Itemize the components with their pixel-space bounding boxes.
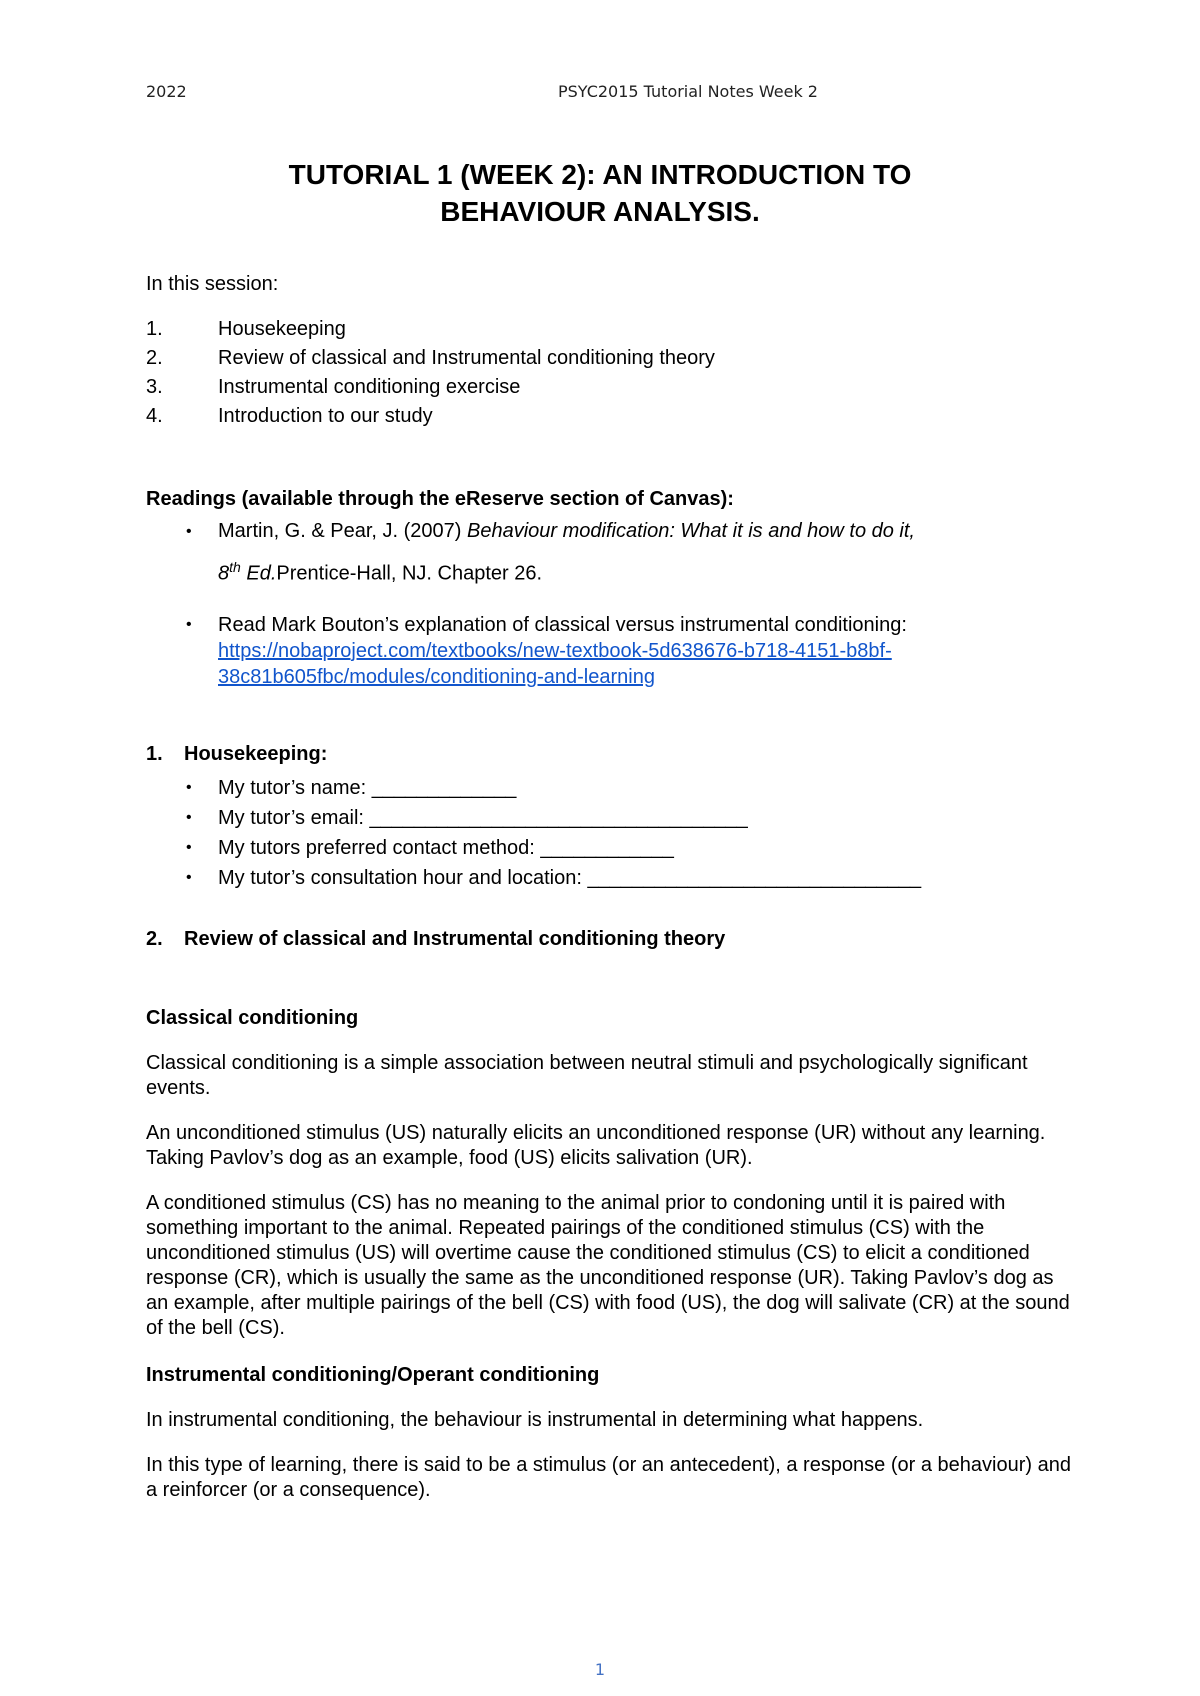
section-heading-text: Review of classical and Instrumental conditioning theory: [184, 927, 726, 950]
session-agenda-list: [146, 315, 1076, 431]
instrumental-paragraph-2: In this type of learning, there is said to be a stimulus (or an antecedent), a response (or a behaviour) and a reinforcer (or a consequence).: [146, 1453, 1071, 1501]
bullet-icon: •: [186, 615, 192, 633]
classical-paragraph-2: An unconditioned stimulus (US) naturally elicits an unconditioned response (UR) without any learning. Taking Pavlov’s dog as an example, food (US) elicits salivation (UR).: [146, 1121, 1046, 1169]
agenda-item-text: Instrumental conditioning exercise: [218, 376, 521, 398]
reading-publisher: Prentice-Hall, NJ. Chapter 26.: [276, 562, 543, 585]
agenda-item: [146, 402, 1076, 431]
classical-paragraph-1: Classical conditioning is a simple association between neutral stimuli and psychologically significant events.: [146, 1051, 1028, 1099]
bullet-icon: •: [186, 838, 192, 856]
session-intro: In this session:: [146, 273, 279, 295]
agenda-item: [146, 344, 1076, 373]
agenda-item-text: Review of classical and Instrumental conditioning theory: [218, 347, 715, 369]
review-heading: [146, 927, 1076, 952]
agenda-item-text: Introduction to our study: [218, 405, 433, 427]
bullet-icon: •: [186, 523, 192, 540]
housekeeping-item-text: My tutor’s email: __________________________________: [218, 806, 748, 829]
link-line-2[interactable]: 38c81b605fbc/modules/conditioning-and-learning: [218, 665, 655, 688]
title-line-2: BEHAVIOUR ANALYSIS.: [440, 196, 760, 227]
agenda-item: [146, 315, 1076, 344]
agenda-item: [146, 373, 1076, 402]
housekeeping-heading: [146, 742, 1076, 767]
housekeeping-item-tutor-email: [146, 803, 1076, 833]
document-body: [146, 272, 1076, 1503]
agenda-item-number: 3.: [146, 376, 163, 398]
reading-item-martin-pear: [146, 518, 1076, 588]
agenda-item-text: Housekeeping: [218, 318, 346, 340]
readings-heading: Readings (available through the eReserve section of Canvas):: [146, 488, 734, 510]
housekeeping-list: [146, 773, 1076, 893]
page-number: 1: [594, 1660, 606, 1679]
housekeeping-item-consultation: [146, 863, 1076, 893]
header-year: 2022: [146, 82, 187, 101]
housekeeping-item-text: My tutor’s name: _____________: [218, 776, 517, 799]
reading-edition-number: 8: [218, 562, 230, 585]
readings-list: [146, 518, 1076, 690]
reading-edition-line: [218, 554, 1076, 588]
bullet-icon: •: [186, 778, 192, 796]
reading-bouton-text: Read Mark Bouton’s explanation of classical versus instrumental conditioning:: [218, 613, 907, 636]
classical-paragraph-3: A conditioned stimulus (CS) has no meaning to the animal prior to condoning until it is paired with something important to the animal. Repeated pairings of the conditioned stimulus (CS) with the unconditioned stimulus (US) will overtime cause the conditioned stimulus (CS) to elicit a conditioned response (CR), which is usually the same as the unconditioned response (UR). Taking Pavlov’s dog as an example, after multiple pairings of the bell (CS) with food (US), the dog will salivate (CR) at the sound of the bell (CS).: [146, 1191, 1070, 1339]
reading-edition-suffix: th: [229, 559, 241, 575]
section-number: 1.: [146, 742, 163, 765]
reading-book-title: Behaviour modification: What it is and how to do it,: [466, 520, 915, 542]
agenda-item-number: 4.: [146, 405, 163, 427]
noba-project-link[interactable]: [218, 640, 892, 688]
agenda-item-number: 2.: [146, 347, 163, 369]
classical-conditioning-heading: Classical conditioning: [146, 1006, 359, 1029]
document-title: [140, 156, 1060, 230]
header-course-title: PSYC2015 Tutorial Notes Week 2: [558, 82, 818, 101]
housekeeping-item-contact-method: [146, 833, 1076, 863]
bullet-icon: •: [186, 808, 192, 826]
section-number: 2.: [146, 927, 163, 950]
instrumental-paragraph-1: In instrumental conditioning, the behaviour is instrumental in determining what happens.: [146, 1408, 924, 1431]
bullet-icon: •: [186, 868, 192, 886]
link-line-1[interactable]: https://nobaproject.com/textbooks/new-textbook-5d638676-b718-4151-b8bf-: [218, 639, 892, 662]
title-line-1: TUTORIAL 1 (WEEK 2): AN INTRODUCTION TO: [288, 159, 912, 190]
instrumental-conditioning-heading: Instrumental conditioning/Operant conditioning: [146, 1363, 600, 1386]
reading-authors: Martin, G. & Pear, J. (2007): [218, 520, 467, 542]
reading-edition-word: Ed.: [240, 562, 277, 585]
agenda-item-number: 1.: [146, 318, 163, 340]
housekeeping-item-tutor-name: [146, 773, 1076, 803]
section-heading-text: Housekeeping:: [184, 742, 328, 765]
housekeeping-item-text: My tutor’s consultation hour and location: ______________________________: [218, 866, 922, 889]
reading-item-bouton: [146, 612, 1076, 690]
housekeeping-item-text: My tutors preferred contact method: ____________: [218, 836, 674, 859]
